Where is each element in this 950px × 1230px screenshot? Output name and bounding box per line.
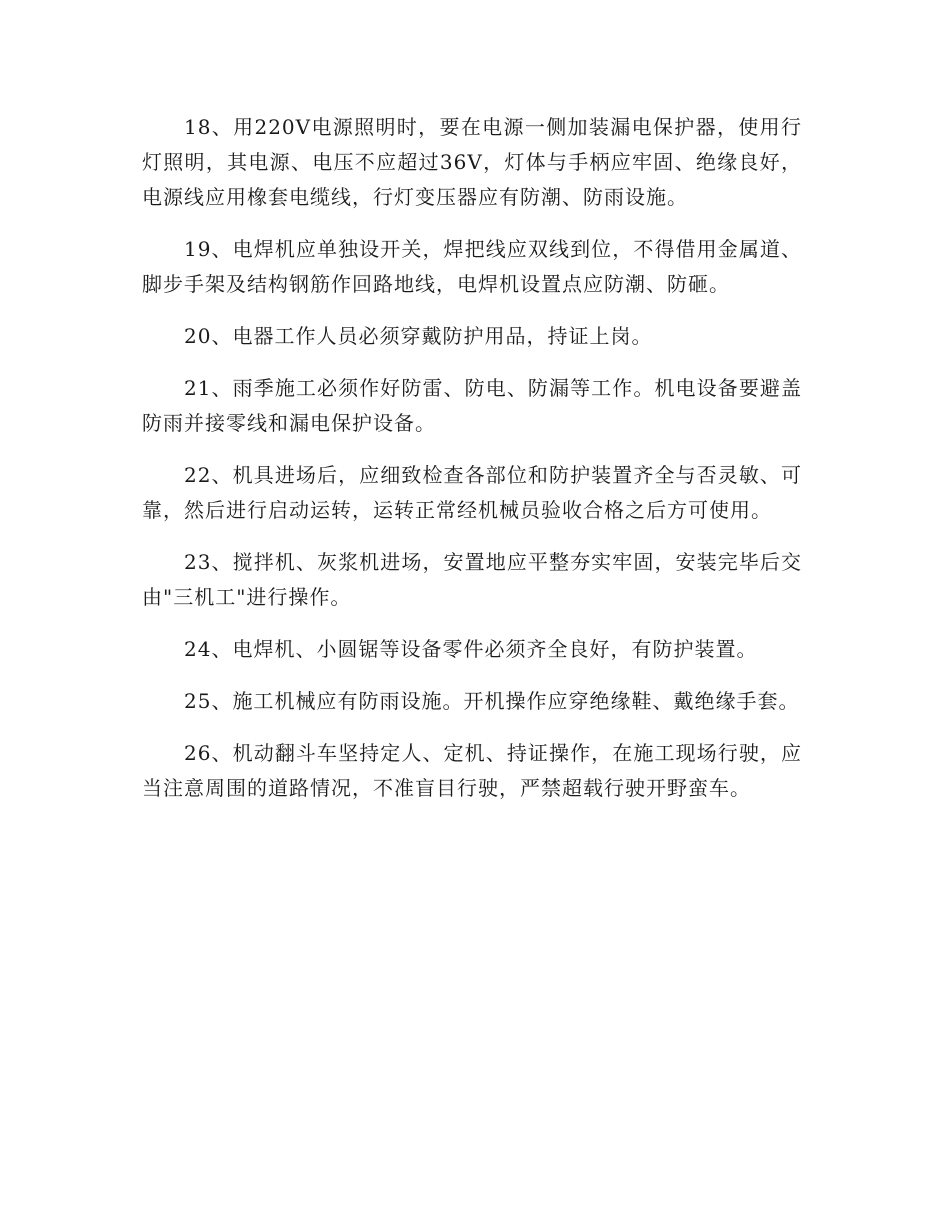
paragraph-20: 20、电器工作人员必须穿戴防护用品，持证上岗。 [184, 324, 653, 348]
paragraph-21: 21、雨季施工必须作好防雷、防电、防漏等工作。机电设备要避盖防雨并接零线和漏电保护设备。 [142, 376, 802, 435]
paragraph-24: 24、电焊机、小圆锯等设备零件必须齐全良好，有防护装置。 [184, 637, 758, 661]
paragraph-26: 26、机动翻斗车坚持定人、定机、持证操作，在施工现场行驶，应当注意周围的道路情况，不准盲目行驶，严禁超载行驶开野蛮车。 [142, 741, 802, 800]
paragraph-19: 19、电焊机应单独设开关，焊把线应双线到位，不得借用金属道、脚步手架及结构钢筋作回路地线，电焊机设置点应防潮、防砸。 [142, 237, 802, 296]
paragraph-25: 25、施工机械应有防雨设施。开机操作应穿绝缘鞋、戴绝缘手套。 [184, 689, 800, 713]
paragraph-22: 22、机具进场后，应细致检查各部位和防护装置齐全与否灵敏、可靠，然后进行启动运转，运转正常经机械员验收合格之后方可使用。 [142, 463, 802, 522]
document-body [142, 110, 802, 823]
paragraph-23: 23、搅拌机、灰浆机进场，安置地应平整夯实牢固，安装完毕后交由"三机工"进行操作。 [142, 550, 802, 609]
paragraph-18: 18、用220V电源照明时，要在电源一侧加装漏电保护器，使用行灯照明，其电源、电压不应超过36V，灯体与手柄应牢固、绝缘良好，电源线应用橡套电缆线，行灯变压器应有防潮、防雨设施。 [142, 115, 802, 209]
